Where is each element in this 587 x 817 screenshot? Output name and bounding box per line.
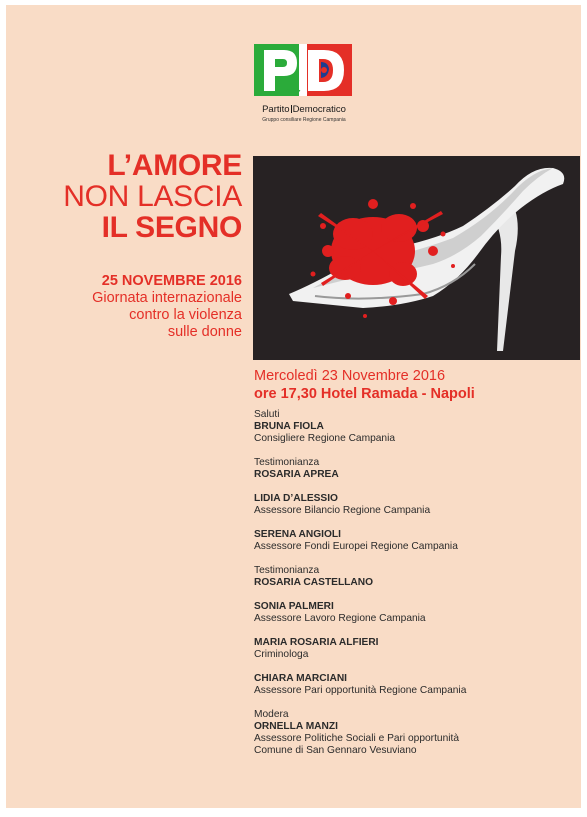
shoe-illustration	[253, 156, 580, 360]
speaker-role: Assessore Pari opportunità Regione Campania	[254, 685, 467, 696]
program-item	[254, 493, 574, 517]
event-time-place: ore 17,30 Hotel Ramada - Napoli	[254, 386, 475, 402]
headline-line-1: L’AMORE	[107, 149, 242, 182]
program-list	[254, 409, 574, 769]
program-item	[254, 457, 574, 481]
program-item	[254, 709, 574, 757]
occasion-block	[92, 273, 242, 341]
headline-line-2: NON LASCIA	[63, 180, 242, 213]
speaker-name: ROSARIA APREA	[254, 469, 339, 480]
program-item	[254, 673, 574, 697]
speaker-role: Consigliere Regione Campania	[254, 433, 396, 444]
program-item	[254, 637, 574, 661]
shoe-image	[253, 156, 580, 360]
speaker-name: SERENA ANGIOLI	[254, 529, 341, 540]
program-item	[254, 409, 574, 445]
speaker-name: ROSARIA CASTELLANO	[254, 577, 374, 588]
speaker-name: MARIA ROSARIA ALFIERI	[254, 637, 379, 648]
program-intro: Testimonianza	[254, 457, 320, 468]
pd-logo	[254, 44, 354, 126]
speaker-role: Assessore Politiche Sociali e Pari opportunità	[254, 733, 459, 744]
speaker-role: Assessore Fondi Europei Regione Campania	[254, 541, 458, 552]
headline-line-3: IL SEGNO	[101, 211, 242, 244]
speaker-name: LIDIA D’ALESSIO	[254, 493, 338, 504]
party-subtitle: Gruppo consiliare Regione Campania	[262, 117, 346, 123]
occasion-line-2: contro la violenza	[129, 307, 242, 323]
speaker-role: Criminologa	[254, 649, 309, 660]
speaker-name: CHIARA MARCIANI	[254, 673, 348, 684]
party-name: Partito Democratico	[262, 104, 346, 115]
headline	[63, 150, 242, 243]
occasion-line-3: sulle donne	[167, 324, 242, 340]
speaker-name: SONIA PALMERI	[254, 601, 334, 612]
occasion-date: 25 NOVEMBRE 2016	[101, 273, 242, 289]
program-intro: Testimonianza	[254, 565, 320, 576]
speaker-name: BRUNA FIOLA	[254, 421, 324, 432]
occasion-line-1: Giornata internazionale	[92, 290, 242, 306]
speaker-role: Assessore Bilancio Regione Campania	[254, 505, 431, 516]
event-info	[254, 367, 475, 403]
event-date: Mercoledì 23 Novembre 2016	[254, 368, 446, 384]
program-item	[254, 565, 574, 589]
speaker-name: ORNELLA MANZI	[254, 721, 338, 732]
speaker-role-2: Comune di San Gennaro Vesuviano	[254, 745, 417, 756]
program-item	[254, 601, 574, 625]
speaker-role: Assessore Lavoro Regione Campania	[254, 613, 426, 624]
program-item	[254, 529, 574, 553]
pd-logo-mark	[254, 44, 352, 96]
program-intro: Saluti	[254, 409, 280, 420]
program-intro: Modera	[254, 709, 289, 720]
